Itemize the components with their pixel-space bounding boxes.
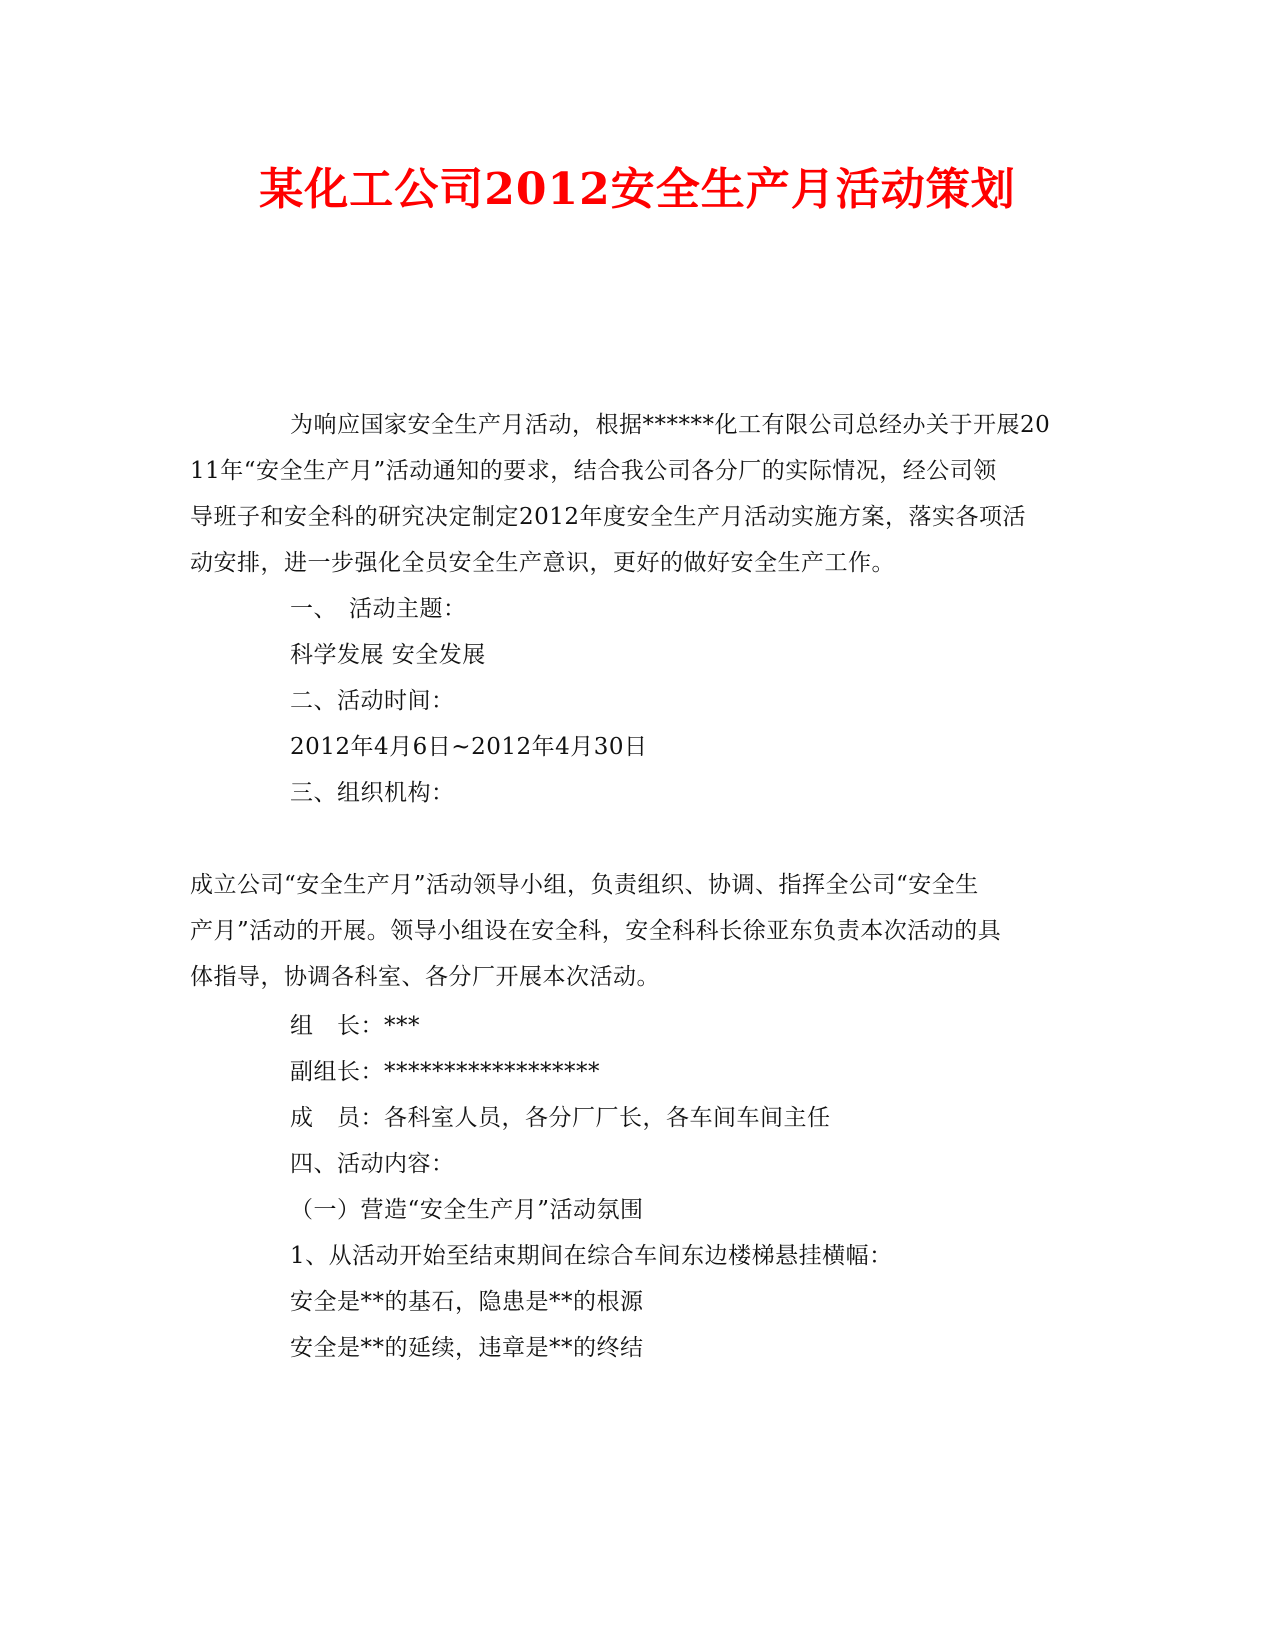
banner-slogan-line: 安全是**的基石，隐患是**的根源 xyxy=(290,1289,644,1315)
section-heading-organization: 三、组织机构： xyxy=(290,780,455,806)
paragraph-line: 11年“安全生产月”活动通知的要求，结合我公司各分厂的实际情况，经公司领 xyxy=(190,458,997,484)
members-line: 成 员：各科室人员，各分厂厂长，各车间车间主任 xyxy=(290,1105,831,1131)
banner-slogan-line: 安全是**的延续，违章是**的终结 xyxy=(290,1335,644,1361)
paragraph-line: 为响应国家安全生产月活动，根据******化工有限公司总经办关于开展20 xyxy=(290,412,1051,438)
section-heading-content: 四、活动内容： xyxy=(290,1151,455,1177)
section-heading-theme: 一、 活动主题： xyxy=(290,596,467,622)
list-item: 1、从活动开始至结束期间在综合车间东边楼梯悬挂横幅： xyxy=(290,1243,893,1269)
subsection-heading: （一）营造“安全生产月”活动氛围 xyxy=(290,1197,644,1223)
paragraph-line: 体指导，协调各科室、各分厂开展本次活动。 xyxy=(190,964,660,990)
paragraph-line: 动安排，进一步强化全员安全生产意识，更好的做好安全生产工作。 xyxy=(190,550,895,576)
theme-text: 科学发展 安全发展 xyxy=(290,642,486,668)
leader-line: 组 长：*** xyxy=(290,1013,420,1039)
time-text: 2012年4月6日~2012年4月30日 xyxy=(290,734,648,760)
paragraph-line: 成立公司“安全生产月”活动领导小组，负责组织、协调、指挥全公司“安全生 xyxy=(190,872,979,898)
paragraph-line: 产月”活动的开展。领导小组设在安全科，安全科科长徐亚东负责本次活动的具 xyxy=(190,918,1002,944)
paragraph-line: 导班子和安全科的研究决定制定2012年度安全生产月活动实施方案，落实各项活 xyxy=(190,504,1027,530)
deputy-leader-line: 副组长：****************** xyxy=(290,1059,600,1085)
document-title: 某化工公司2012安全生产月活动策划 xyxy=(259,164,1016,215)
section-heading-time: 二、活动时间： xyxy=(290,688,455,714)
